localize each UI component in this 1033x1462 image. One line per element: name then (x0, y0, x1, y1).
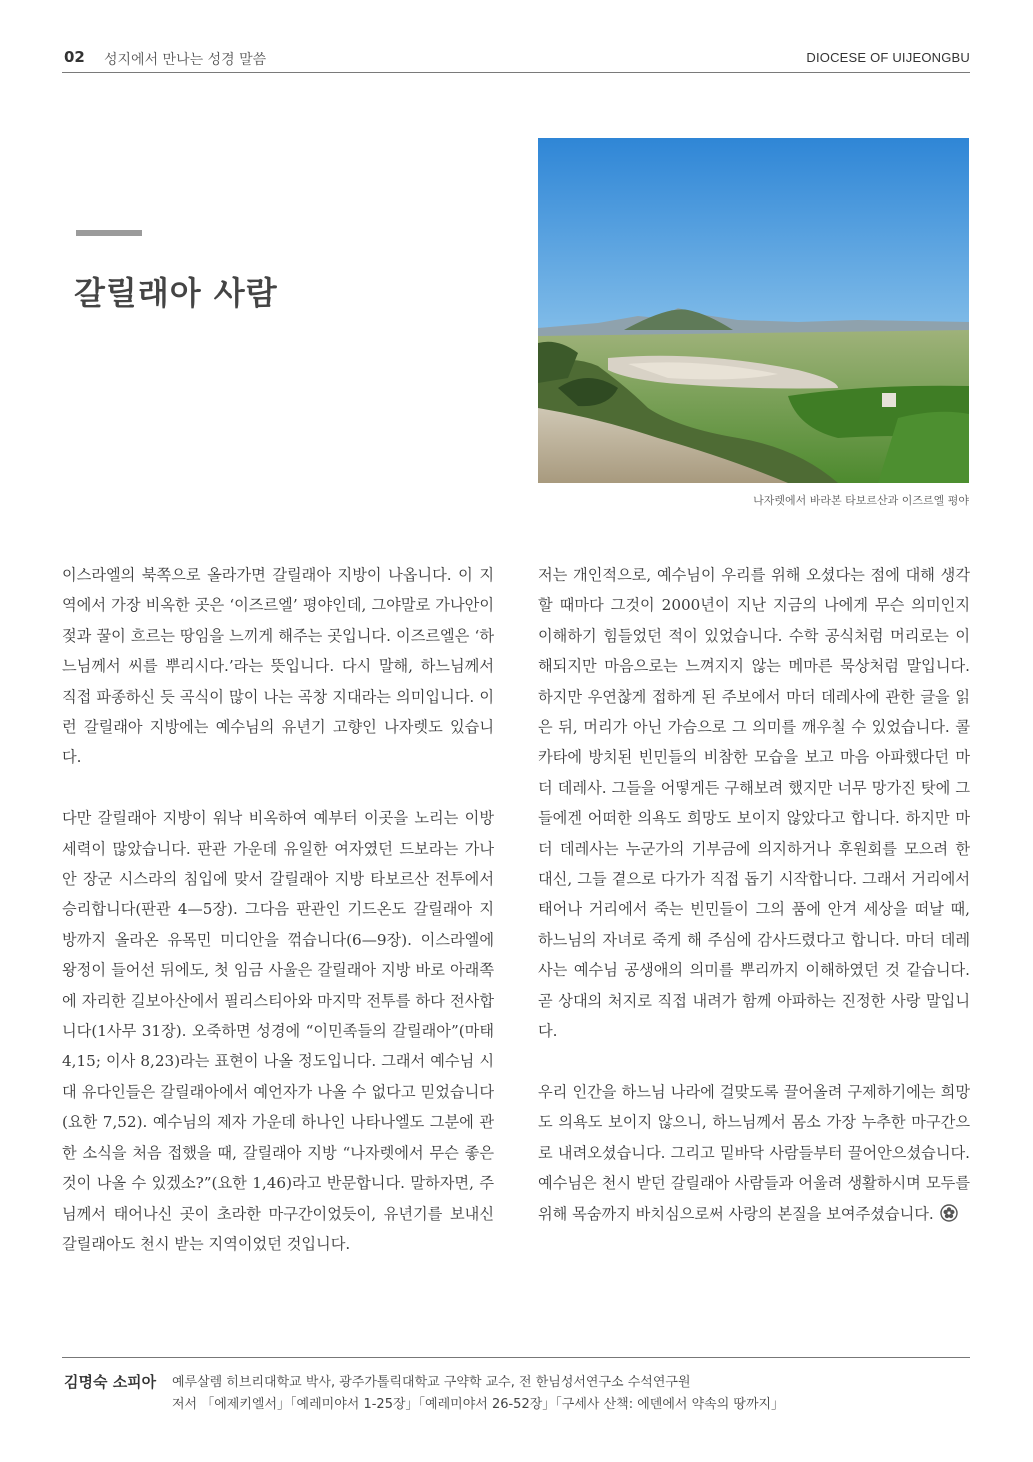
paragraph (538, 1077, 970, 1229)
footer-divider (62, 1357, 970, 1358)
paragraph-text: 우리 인간을 하느님 나라에 걸맞도록 끌어올려 구제하기에는 희망도 의욕도 보이지 않으니, 하느님께서 몸소 가장 누추한 마구간으로 내려오셨습니다. 그리고 밑바닥 사람들부터 끌어안으셨습니다. 예수님은 천시 받던 갈릴래아 사람들과 어울려 생활하시며 모두를 위해 목숨까지 바치심으로써 사랑의 본질을 보여주셨습니다. (538, 1082, 970, 1223)
page-number: 02 (64, 48, 85, 66)
paragraph: 이스라엘의 북쪽으로 올라가면 갈릴래아 지방이 나옵니다. 이 지역에서 가장 비옥한 곳은 ‘이즈르엘’ 평야인데, 그야말로 가나안이 젖과 꿀이 흐르는 땅임을 느끼게 해주는 곳입니다. 이즈르엘은 ‘하느님께서 씨를 뿌리시다.’라는 뜻입니다. 다시 말해, 하느님께서 직접 파종하신 듯 곡식이 많이 나는 곡창 지대라는 의미입니다. 이런 갈릴래아 지방에는 예수님의 유년기 고향인 나자렛도 있습니다. (62, 566, 494, 767)
landscape-photo (538, 138, 969, 483)
paragraph: 다만 갈릴래아 지방이 워낙 비옥하여 예부터 이곳을 노리는 이방 세력이 많았습니다. 판관 가운데 유일한 여자였던 드보라는 가나안 장군 시스라의 침입에 맞서 갈릴래아 지방 타보르산 전투에서 승리합니다(판관 4—5장). 그다음 판관인 기드온도 갈릴래아 지방까지 올라온 유목민 미디안을 꺾습니다(6—9장). 이스라엘에 왕정이 들어선 뒤에도, 첫 임금 사울은 갈릴래아 지방 바로 아래쪽에 자리한 길보아산에서 필리스티아와 마지막 전투를 하다 전사합니다(1사무 31장). 오죽하면 성경에 “이민족들의 갈릴래아”(마태 4,15; 이사 8,23)라는 표현이 나올 정도입니다. 그래서 예수님 시대 유다인들은 갈릴래아에서 예언자가 나올 수 없다고 믿었습니다(요한 7,52). 예수님의 제자 가운데 하나인 나타나엘도 그분에 관한 소식을 처음 접했을 때, 갈릴래아 지방 “나자렛에서 무슨 좋은 것이 나올 수 있겠소?”(요한 1,46)라고 반문합니다. 말하자면, 주님께서 태어나신 곳이 초라한 마구간이었듯이, 유년기를 보내신 갈릴래아도 천시 받는 지역이었던 것입니다. (62, 809, 494, 1253)
author-books-line: 저서 「에제키엘서」「예레미야서 1-25장」「예레미야서 26-52장」「구세사 산책: 에덴에서 약속의 땅까지」 (172, 1397, 785, 1412)
photo-caption: 나자렛에서 바라본 타보르산과 이즈르엘 평야 (753, 494, 969, 507)
author-name: 김명숙 소피아 (64, 1373, 157, 1391)
flower-mark-icon (940, 1202, 958, 1220)
article-title: 갈릴래아 사람 (74, 274, 278, 312)
title-accent-bar (76, 230, 142, 236)
author-bio (172, 1372, 784, 1416)
section-title: 성지에서 만나는 성경 말씀 (104, 52, 267, 68)
paragraph: 저는 개인적으로, 예수님이 우리를 위해 오셨다는 점에 대해 생각할 때마다 그것이 2000년이 지난 지금의 나에게 무슨 의미인지 이해하기 힘들었던 적이 있었습니다. 수학 공식처럼 머리로는 이해되지만 마음으로는 느껴지지 않는 메마른 묵상처럼 말입니다. 하지만 우연찮게 접하게 된 주보에서 마더 데레사에 관한 글을 읽은 뒤, 머리가 아닌 가슴으로 그 의미를 깨우칠 수 있었습니다. 콜카타에 방치된 빈민들의 비참한 모습을 보고 마음 아파했다던 마더 데레사. 그들을 어떻게든 구해보려 했지만 너무 망가진 탓에 그들에겐 어떠한 의욕도 희망도 보이지 않았다고 합니다. 하지만 마더 데레사는 누군가의 기부금에 의지하거나 후원회를 모으려 한 대신, 그들 곁으로 다가가 직접 돕기 시작합니다. 그래서 거리에서 태어나 거리에서 죽는 빈민들이 그의 품에 안겨 세상을 떠날 때, 하느님의 자녀로 죽게 해 주심에 감사드렸다고 합니다. 마더 데레사는 예수님 공생애의 의미를 뿌리까지 이해하였던 것 같습니다. 곧 상대의 처지로 직접 내려가 함께 아파하는 진정한 사랑 말입니다. (538, 566, 970, 1041)
left-column (62, 560, 494, 1259)
author-bio-line: 예루살렘 히브리대학교 박사, 광주가톨릭대학교 구약학 교수, 전 한님성서연구소 수석연구원 (172, 1375, 691, 1390)
right-column (538, 560, 970, 1229)
page-header (62, 46, 970, 73)
publisher-name: DIOCESE OF UIJEONGBU (806, 50, 970, 65)
